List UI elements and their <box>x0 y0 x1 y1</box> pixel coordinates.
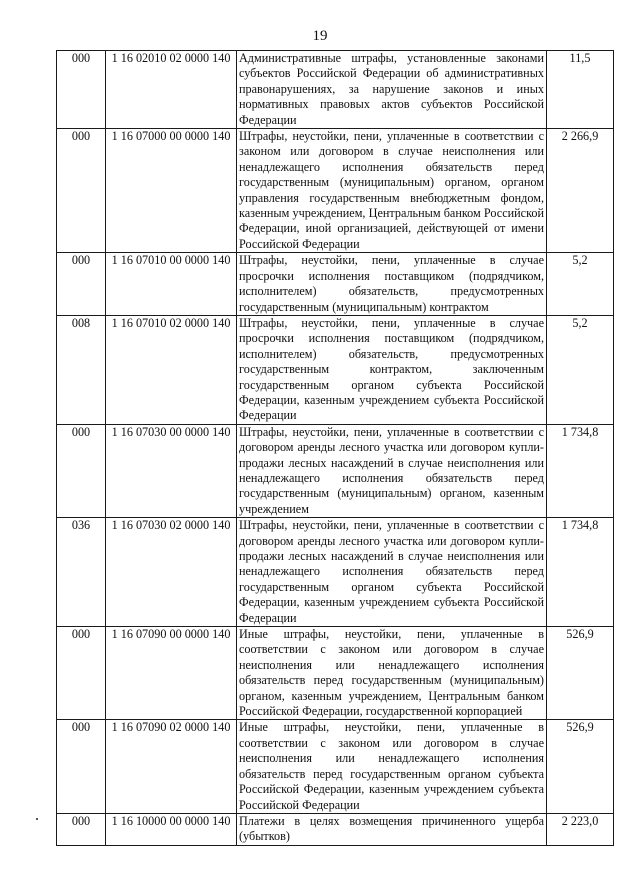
admin-code-cell: 000 <box>57 51 106 129</box>
revenue-name-cell: Штрафы, неустойки, пени, уплаченные в соответствии с договором аренды лесного участка или договором купли-продажи лесных насаждений в случае неисполнения или ненадлежащего исполнения обязательств перед государственным органом субъекта Российской Федерации, казенным учреждением субъекта Российской Федерации <box>237 518 547 627</box>
admin-code-cell: 008 <box>57 315 106 424</box>
admin-code-cell: 036 <box>57 518 106 627</box>
budget-revenue-table <box>56 50 614 846</box>
budget-classification-code-cell: 1 16 07090 02 0000 140 <box>106 720 237 813</box>
revenue-name-cell: Штрафы, неустойки, пени, уплаченные в соответствии с законом или договором в случае неисполнения или ненадлежащего исполнения обязательств перед государственным (муниципальным) органом, органом управления государственным внебюджетным фондом, казенным учреждением, Центральным банком Российской Федерации, иной организацией, действующей от имени Российской Федерации <box>237 129 547 253</box>
amount-cell: 5,2 <box>547 315 614 424</box>
amount-cell: 1 734,8 <box>547 518 614 627</box>
table-row <box>57 424 614 517</box>
admin-code-cell: 000 <box>57 720 106 813</box>
table-row <box>57 129 614 253</box>
page-number: 19 <box>312 28 328 44</box>
admin-code-cell: 000 <box>57 424 106 517</box>
budget-classification-code-cell: 1 16 07030 02 0000 140 <box>106 518 237 627</box>
amount-cell: 526,9 <box>547 720 614 813</box>
revenue-name-cell: Административные штрафы, установленные законами субъектов Российской Федерации об административных правонарушениях, за нарушение законов и иных нормативных правовых актов субъектов Российской Федерации <box>237 51 547 129</box>
table-row <box>57 813 614 845</box>
amount-cell: 1 734,8 <box>547 424 614 517</box>
amount-cell: 2 266,9 <box>547 129 614 253</box>
admin-code-cell: 000 <box>57 813 106 845</box>
admin-code-cell: 000 <box>57 627 106 720</box>
admin-code-cell: 000 <box>57 129 106 253</box>
amount-cell: 11,5 <box>547 51 614 129</box>
budget-classification-code-cell: 1 16 07090 00 0000 140 <box>106 627 237 720</box>
table-row <box>57 518 614 627</box>
budget-classification-code-cell: 1 16 07010 00 0000 140 <box>106 253 237 316</box>
revenue-name-cell: Платежи в целях возмещения причиненного ущерба (убытков) <box>237 813 547 845</box>
budget-classification-code-cell: 1 16 07010 02 0000 140 <box>106 315 237 424</box>
table-row <box>57 51 614 129</box>
revenue-name-cell: Иные штрафы, неустойки, пени, уплаченные в соответствии с законом или договором в случае неисполнения или ненадлежащего исполнения обязательств перед государственным органом субъекта Российской Федерации, казенным учреждением субъекта Российской Федерации <box>237 720 547 813</box>
revenue-name-cell: Иные штрафы, неустойки, пени, уплаченные в соответствии с законом или договором в случае неисполнения или ненадлежащего исполнения обязательств перед государственным (муниципальным) органом, казенным учреждением, Центральным банком Российской Федерации, государственной корпорацией <box>237 627 547 720</box>
budget-classification-code-cell: 1 16 02010 02 0000 140 <box>106 51 237 129</box>
admin-code-cell: 000 <box>57 253 106 316</box>
amount-cell: 526,9 <box>547 627 614 720</box>
revenue-name-cell: Штрафы, неустойки, пени, уплаченные в случае просрочки исполнения поставщиком (подрядчиком, исполнителем) обязательств, предусмотренных государственным (муниципальным) контрактом <box>237 253 547 316</box>
budget-classification-code-cell: 1 16 07030 00 0000 140 <box>106 424 237 517</box>
amount-cell: 5,2 <box>547 253 614 316</box>
amount-cell: 2 223,0 <box>547 813 614 845</box>
budget-classification-code-cell: 1 16 10000 00 0000 140 <box>106 813 237 845</box>
table-row <box>57 627 614 720</box>
budget-classification-code-cell: 1 16 07000 00 0000 140 <box>106 129 237 253</box>
revenue-name-cell: Штрафы, неустойки, пени, уплаченные в случае просрочки исполнения поставщиком (подрядчиком, исполнителем) обязательств, предусмотренных государственным контрактом, заключенным государственным органом субъекта Российской Федерации, казенным учреждением субъекта Российской Федерации <box>237 315 547 424</box>
table-row <box>57 253 614 316</box>
table-row <box>57 720 614 813</box>
table-row <box>57 315 614 424</box>
scan-speck <box>36 818 38 820</box>
revenue-name-cell: Штрафы, неустойки, пени, уплаченные в соответствии с договором аренды лесного участка или договором купли-продажи лесных насаждений в случае неисполнения или ненадлежащего исполнения обязательств перед государственным (муниципальным) органом, казенным учреждением <box>237 424 547 517</box>
